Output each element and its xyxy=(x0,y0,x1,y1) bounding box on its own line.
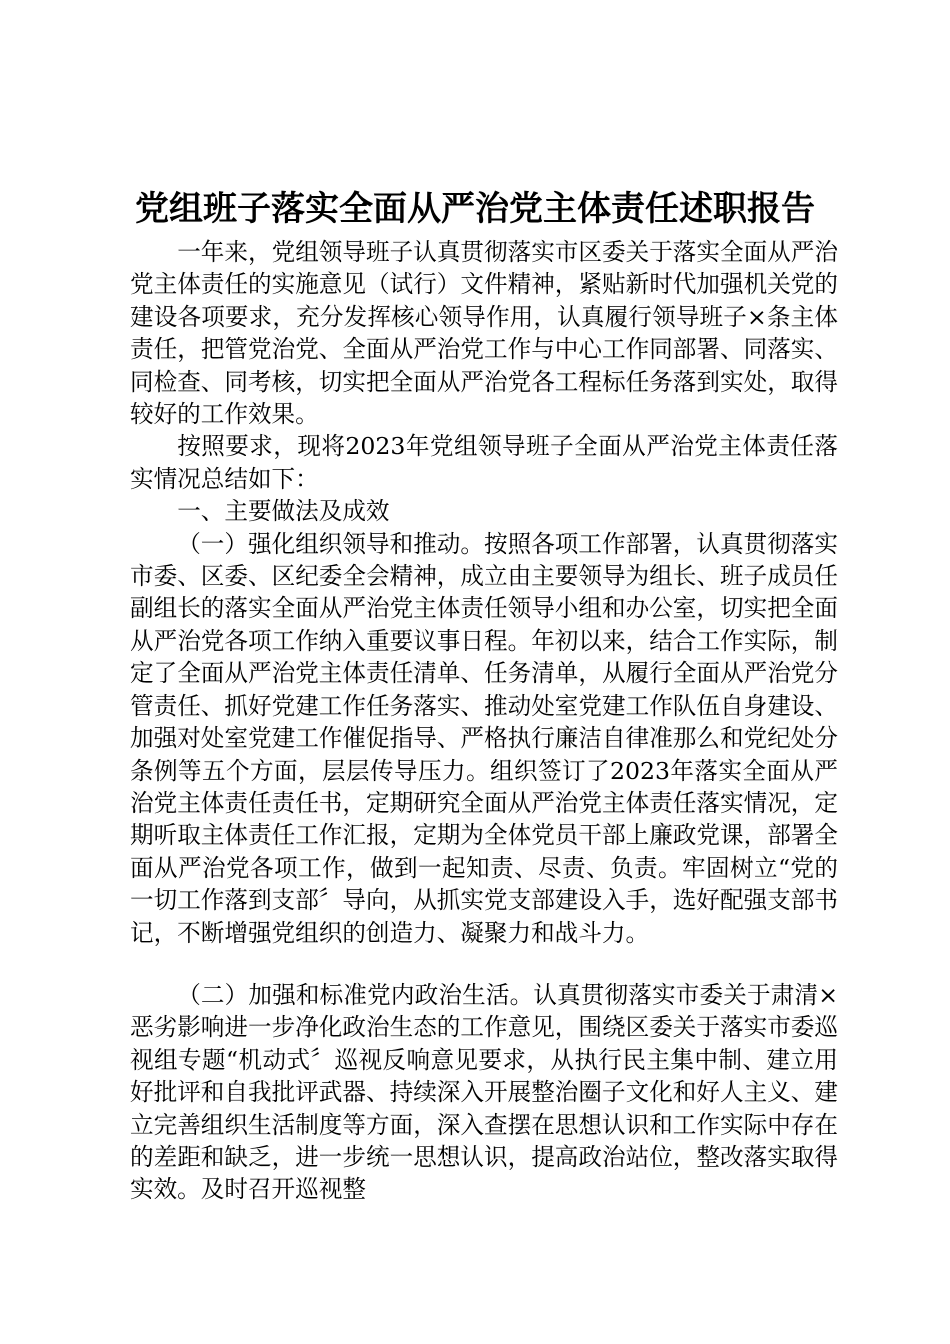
paragraph-summary-lead: 按照要求，现将2023年党组领导班子全面从严治党主体责任落实情况总结如下： xyxy=(130,432,838,493)
document-body xyxy=(130,236,838,1206)
paragraph-organization-leadership: （一）强化组织领导和推动。按照各项工作部署，认真贯彻落实市委、区委、区纪委全会精神，成立由主要领导为组长、班子成员任副组长的落实全面从严治党主体责任领导小组和办公室，切实把全面从严治党各项工作纳入重要议事日程。年初以来，结合工作实际，制定了全面从严治党主体责任清单、任务清单，从履行全面从严治党分管责任、抓好党建工作任务落实、推动处室党建工作队伍自身建设、加强对处室党建工作催促指导、严格执行廉洁自律准那么和党纪处分条例等五个方面，层层传导压力。组织签订了2023年落实全面从严治党主体责任责任书，定期研究全面从严治党主体责任落实情况，定期听取主体责任工作汇报，定期为全体党员干部上廉政党课，部署全面从严治党各项工作，做到一起知责、尽责、负责。牢固树立“党的一切工作落到支部〞导向，从抓实党支部建设入手，选好配强支部书记，不断增强党组织的创造力、凝聚力和战斗力。 xyxy=(130,529,838,947)
paragraph-political-life: （二）加强和标准党内政治生活。认真贯彻落实市委关于肃清×恶劣影响进一步净化政治生态的工作意见，围绕区委关于落实市委巡视组专题“机动式〞巡视反响意见要求，从执行民主集中制、建立用好批评和自我批评武器、持续深入开展整治圈子文化和好人主义、建立完善组织生活制度等方面，深入查摆在思想认识和工作实际中存在的差距和缺乏，进一步统一思想认识，提高政治站位，整改落实取得实效。及时召开巡视整 xyxy=(130,980,838,1204)
document-title: 党组班子落实全面从严治党主体责任述职报告 xyxy=(135,189,815,229)
section-heading-main-practices: 一、主要做法及成效 xyxy=(177,497,390,526)
paragraph-intro: 一年来，党组领导班子认真贯彻落实市区委关于落实全面从严治党主体责任的实施意见（试行）文件精神，紧贴新时代加强机关党的建设各项要求，充分发挥核心领导作用，认真履行领导班子×条主体责任，把管党治党、全面从严治党工作与中心工作同部署、同落实、同检查、同考核，切实把全面从严治党各工程标任务落到实处，取得较好的工作效果。 xyxy=(130,238,838,429)
